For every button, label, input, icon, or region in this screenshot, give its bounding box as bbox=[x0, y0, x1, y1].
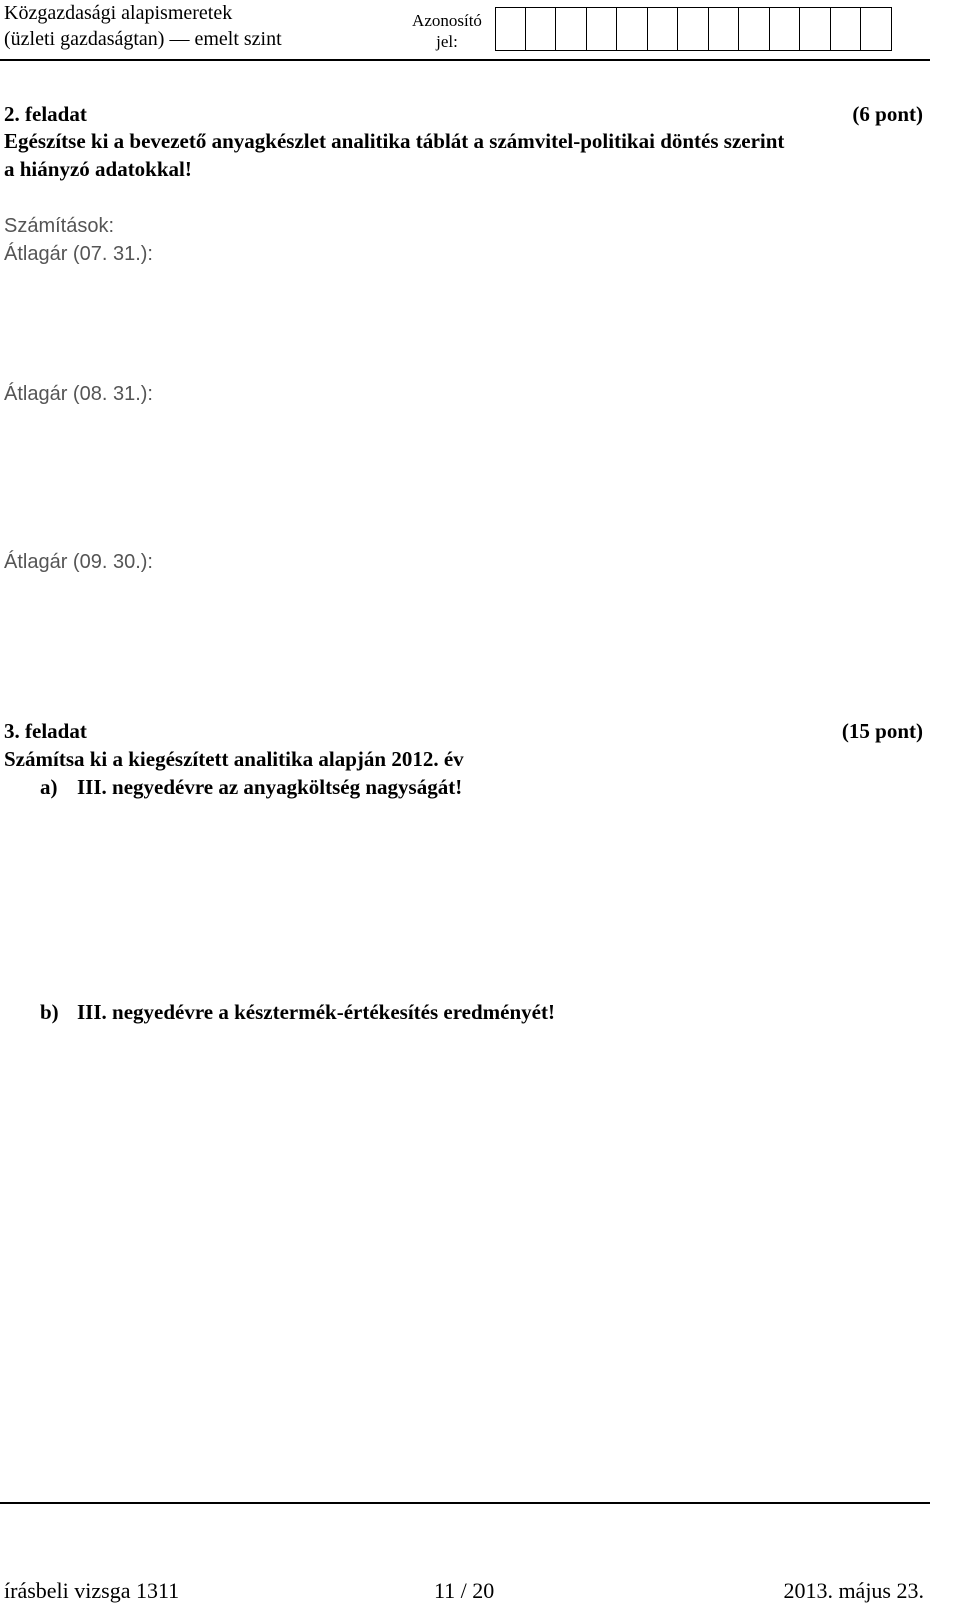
id-label-line-1: Azonosító bbox=[412, 11, 482, 30]
calc-average-price-07-31: Átlagár (07. 31.): bbox=[4, 243, 153, 265]
task2-title: 2. feladat bbox=[4, 102, 87, 126]
task2-instruction-line-1: Egészítse ki a bevezető anyagkészlet analitika táblát a számvitel-politikai döntés szerint bbox=[4, 129, 785, 153]
task3-instruction: Számítsa ki a kiegészített analitika alapján 2012. év bbox=[4, 747, 464, 771]
id-code-box[interactable] bbox=[739, 7, 770, 51]
task2-points: (6 pont) bbox=[852, 102, 923, 126]
footer-rule bbox=[0, 1502, 930, 1504]
subject-line-2: (üzleti gazdaságtan) — emelt szint bbox=[4, 28, 282, 50]
id-label bbox=[407, 10, 487, 52]
id-code-box[interactable] bbox=[831, 7, 862, 51]
subject-line-1: Közgazdasági alapismeretek bbox=[4, 2, 233, 24]
calc-average-price-09-30: Átlagár (09. 30.): bbox=[4, 551, 153, 573]
id-code-box[interactable] bbox=[495, 7, 526, 51]
id-code-boxes[interactable] bbox=[495, 7, 892, 51]
task3-a-text: III. negyedévre az anyagköltség nagyságát! bbox=[77, 775, 463, 799]
id-code-box[interactable] bbox=[861, 7, 892, 51]
task3-points: (15 pont) bbox=[841, 719, 923, 743]
calc-average-price-08-31: Átlagár (08. 31.): bbox=[4, 383, 153, 405]
calc-heading: Számítások: bbox=[4, 215, 115, 237]
task3-a-marker: a) bbox=[40, 775, 58, 799]
task3-b-marker: b) bbox=[40, 1000, 59, 1024]
id-code-box[interactable] bbox=[526, 7, 557, 51]
id-code-box[interactable] bbox=[556, 7, 587, 51]
task3-title: 3. feladat bbox=[4, 719, 87, 743]
footer-page-number: 11 / 20 bbox=[434, 1578, 495, 1603]
id-label-line-2: jel: bbox=[436, 32, 458, 51]
id-code-box[interactable] bbox=[770, 7, 801, 51]
id-code-box[interactable] bbox=[648, 7, 679, 51]
header-rule bbox=[0, 59, 930, 61]
task2-instruction-line-2: a hiányzó adatokkal! bbox=[4, 157, 192, 181]
id-code-box[interactable] bbox=[587, 7, 618, 51]
id-code-box[interactable] bbox=[617, 7, 648, 51]
id-code-box[interactable] bbox=[800, 7, 831, 51]
id-code-box[interactable] bbox=[678, 7, 709, 51]
id-code-box[interactable] bbox=[709, 7, 740, 51]
footer-exam-code: írásbeli vizsga 1311 bbox=[4, 1578, 180, 1603]
footer-date: 2013. május 23. bbox=[783, 1578, 924, 1603]
subject-title bbox=[4, 0, 282, 52]
task3-b-text: III. negyedévre a késztermék-értékesítés eredményét! bbox=[77, 1000, 555, 1024]
